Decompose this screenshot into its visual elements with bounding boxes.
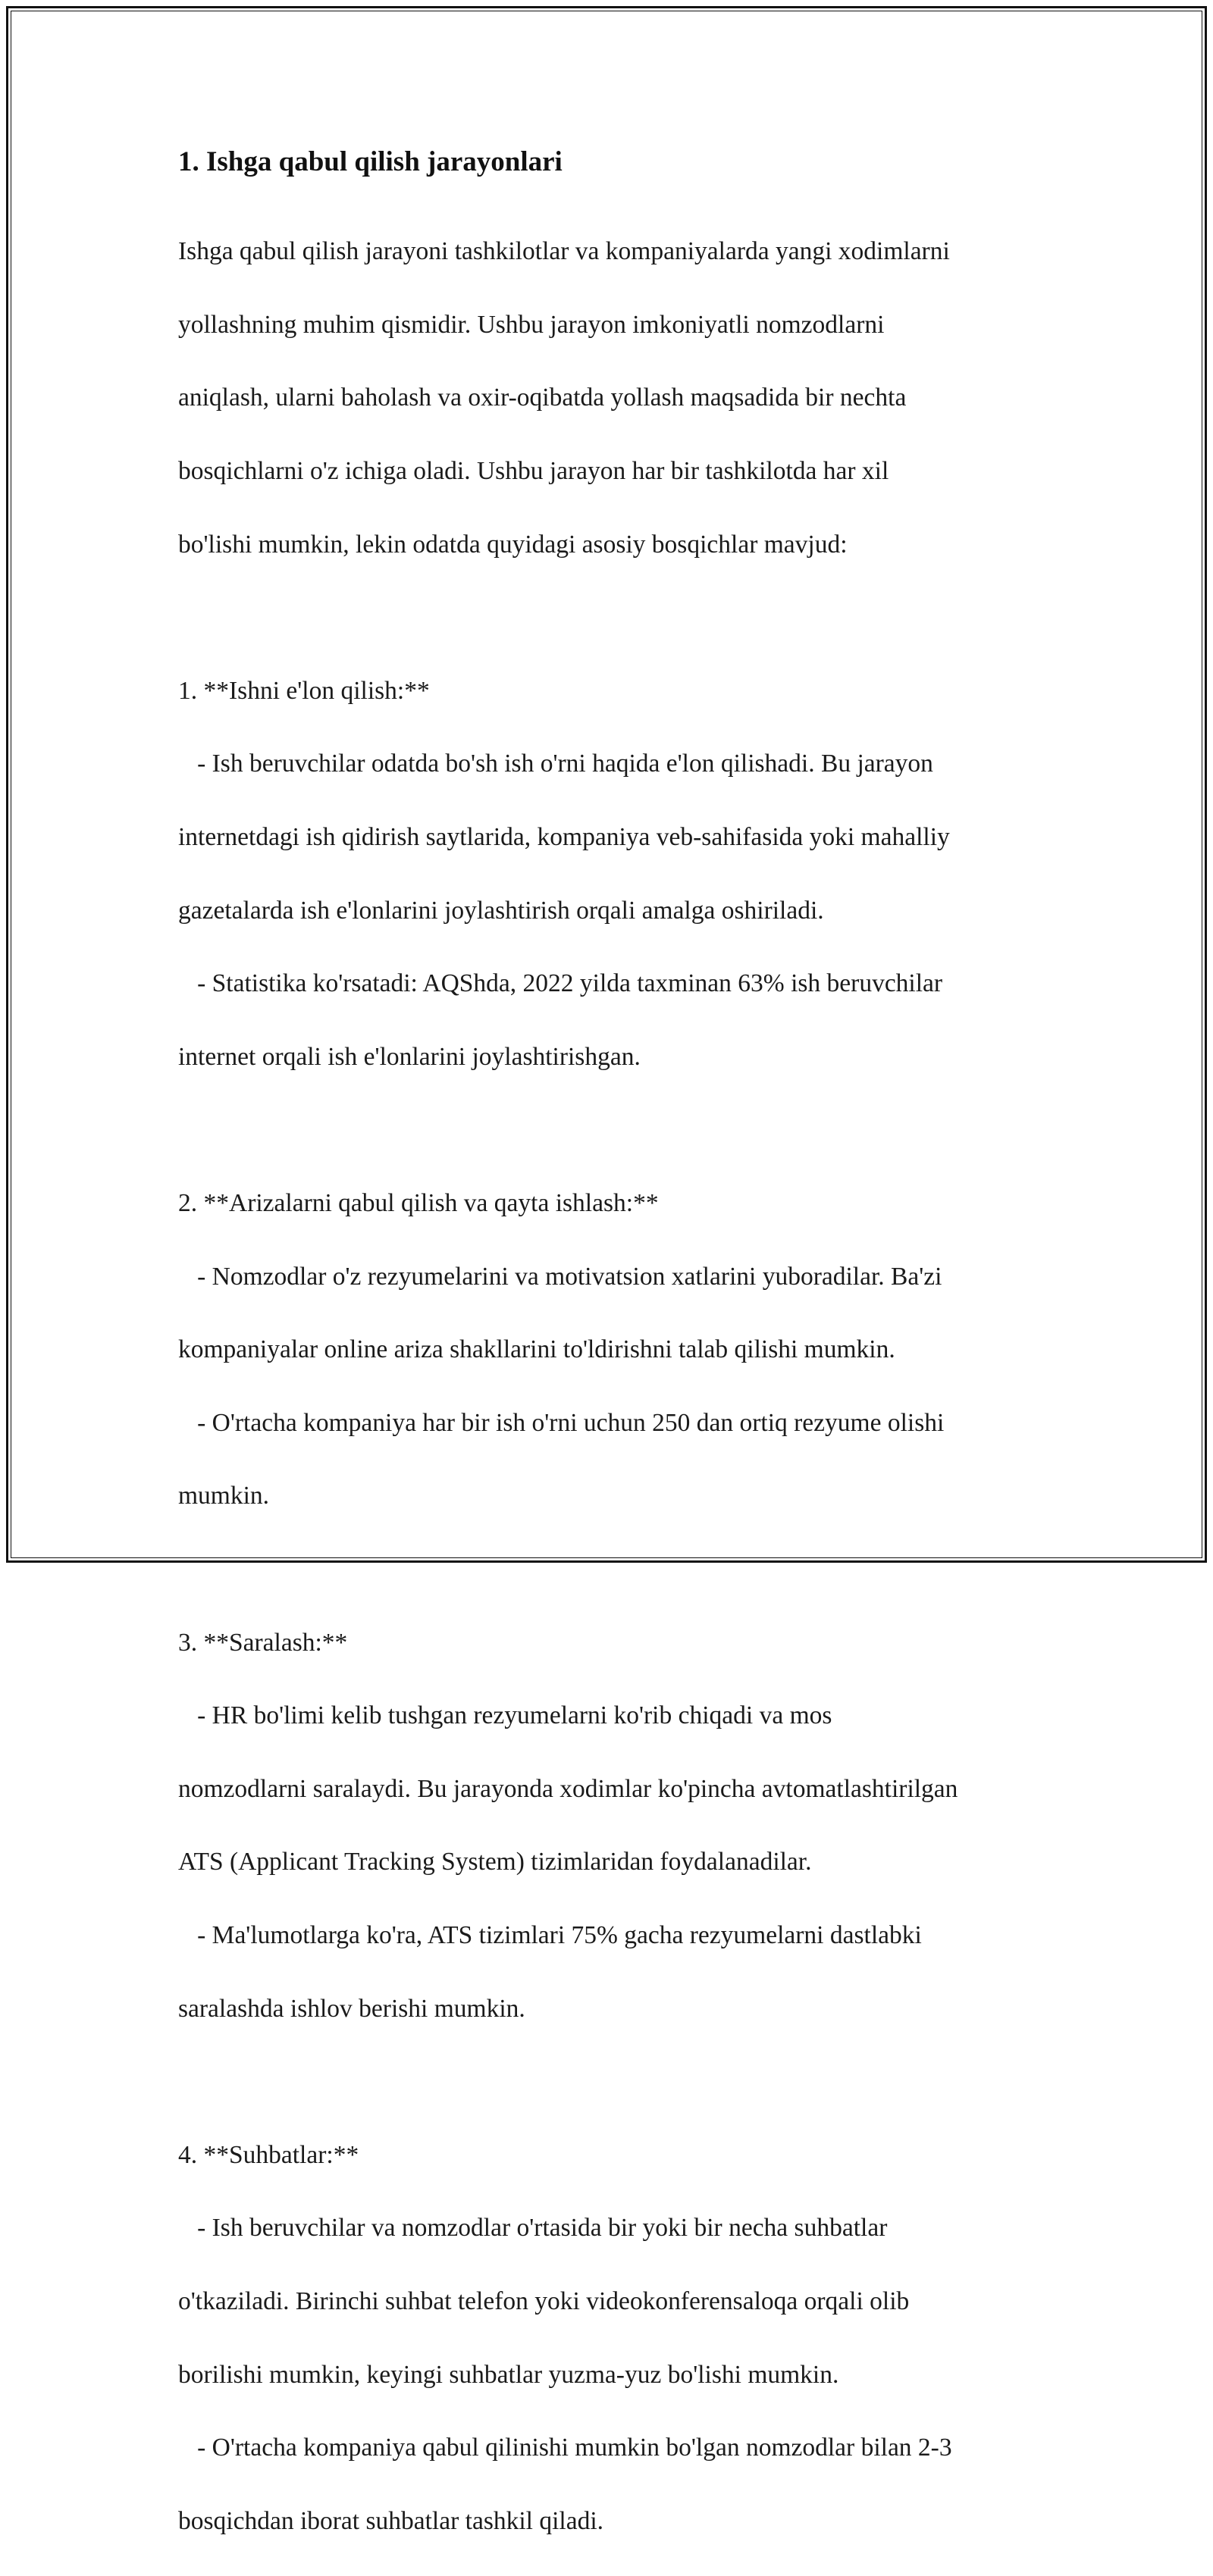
list-section-1 [178,637,1069,1113]
list-section-line: - Ish beruvchilar va nomzodlar o'rtasida bir yoki bir necha suhbatlar [178,2214,888,2243]
spacer [178,2064,1069,2100]
spacer [178,599,1069,636]
list-section-title: 3. **Saralash:** [178,1628,348,1657]
intro-line: bo'lishi mumkin, lekin odatda quyidagi asosiy bosqichlar mavjud: [178,530,848,559]
spacer [178,1551,1069,1588]
list-section-line: o'tkaziladi. Birinchi suhbat telefon yoki videokonferensaloqa orqali olib [178,2286,910,2315]
list-section-line: - Nomzodlar o'z rezyumelarini va motivatsion xatlarini yuboradilar. Ba'zi [178,1262,942,1291]
list-section-line: gazetalarda ish e'lonlarini joylashtirish orqali amalga oshiriladi. [178,896,824,925]
list-section-line: - Ish beruvchilar odatda bo'sh ish o'rni haqida e'lon qilishadi. Bu jarayon [178,750,933,778]
list-section-3 [178,1588,1069,2064]
section-heading: 1. Ishga qabul qilish jarayonlari [178,146,563,177]
list-section-line: ATS (Applicant Tracking System) tizimlaridan foydalanadilar. [178,1848,812,1876]
list-section-line: - HR bo'limi kelib tushgan rezyumelarni ko'rib chiqadi va mos [178,1701,832,1730]
list-section-line: - O'rtacha kompaniya qabul qilinishi mumkin bo'lgan nomzodlar bilan 2-3 [178,2434,952,2462]
list-section-4 [178,2100,1069,2576]
list-section-title: 1. **Ishni e'lon qilish:** [178,676,430,705]
intro-line: yollashning muhim qismidir. Ushbu jarayon imkoniyatli nomzodlarni [178,310,885,339]
spacer [178,1112,1069,1148]
intro-line: bosqichlarni o'z ichiga oladi. Ushbu jarayon har bir tashkilotda har xil [178,457,889,486]
list-section-line: bosqichdan iborat suhbatlar tashkil qiladi. [178,2506,604,2535]
list-section-line: - O'rtacha kompaniya har bir ish o'rni uchun 250 dan ortiq rezyume olishi [178,1408,945,1437]
list-section-line: internet orqali ish e'lonlarini joylashtirishgan. [178,1042,641,1071]
list-section-line: internetdagi ish qidirish saytlarida, kompaniya veb-sahifasida yoki mahalliy [178,823,950,852]
document-body [178,141,1069,2576]
list-section-title: 4. **Suhbatlar:** [178,2140,359,2169]
list-section-line: - Statistika ko'rsatadi: AQShda, 2022 yilda taxminan 63% ish beruvchilar [178,969,943,998]
list-section-line: nomzodlarni saralaydi. Bu jarayonda xodimlar ko'pincha avtomatlashtirilgan [178,1774,958,1803]
list-section-title: 2. **Arizalarni qabul qilish va qayta ishlash:** [178,1189,659,1218]
list-section-line: kompaniyalar online ariza shakllarini to'ldirishni talab qilishi mumkin. [178,1335,895,1364]
intro-line: Ishga qabul qilish jarayoni tashkilotlar va kompaniyalarda yangi xodimlarni [178,237,950,266]
list-section-line: mumkin. [178,1482,270,1510]
list-section-line: saralashda ishlov berishi mumkin. [178,1994,525,2023]
list-section-2 [178,1149,1069,1551]
intro-line: aniqlash, ularni baholash va oxir-oqibatda yollash maqsadida bir nechta [178,383,907,412]
list-section-line: - Ma'lumotlarga ko'ra, ATS tizimlari 75% gacha rezyumelarni dastlabki [178,1920,922,1949]
intro-paragraph [178,197,1069,599]
list-section-line: borilishi mumkin, keyingi suhbatlar yuzma-yuz bo'lishi mumkin. [178,2360,839,2389]
